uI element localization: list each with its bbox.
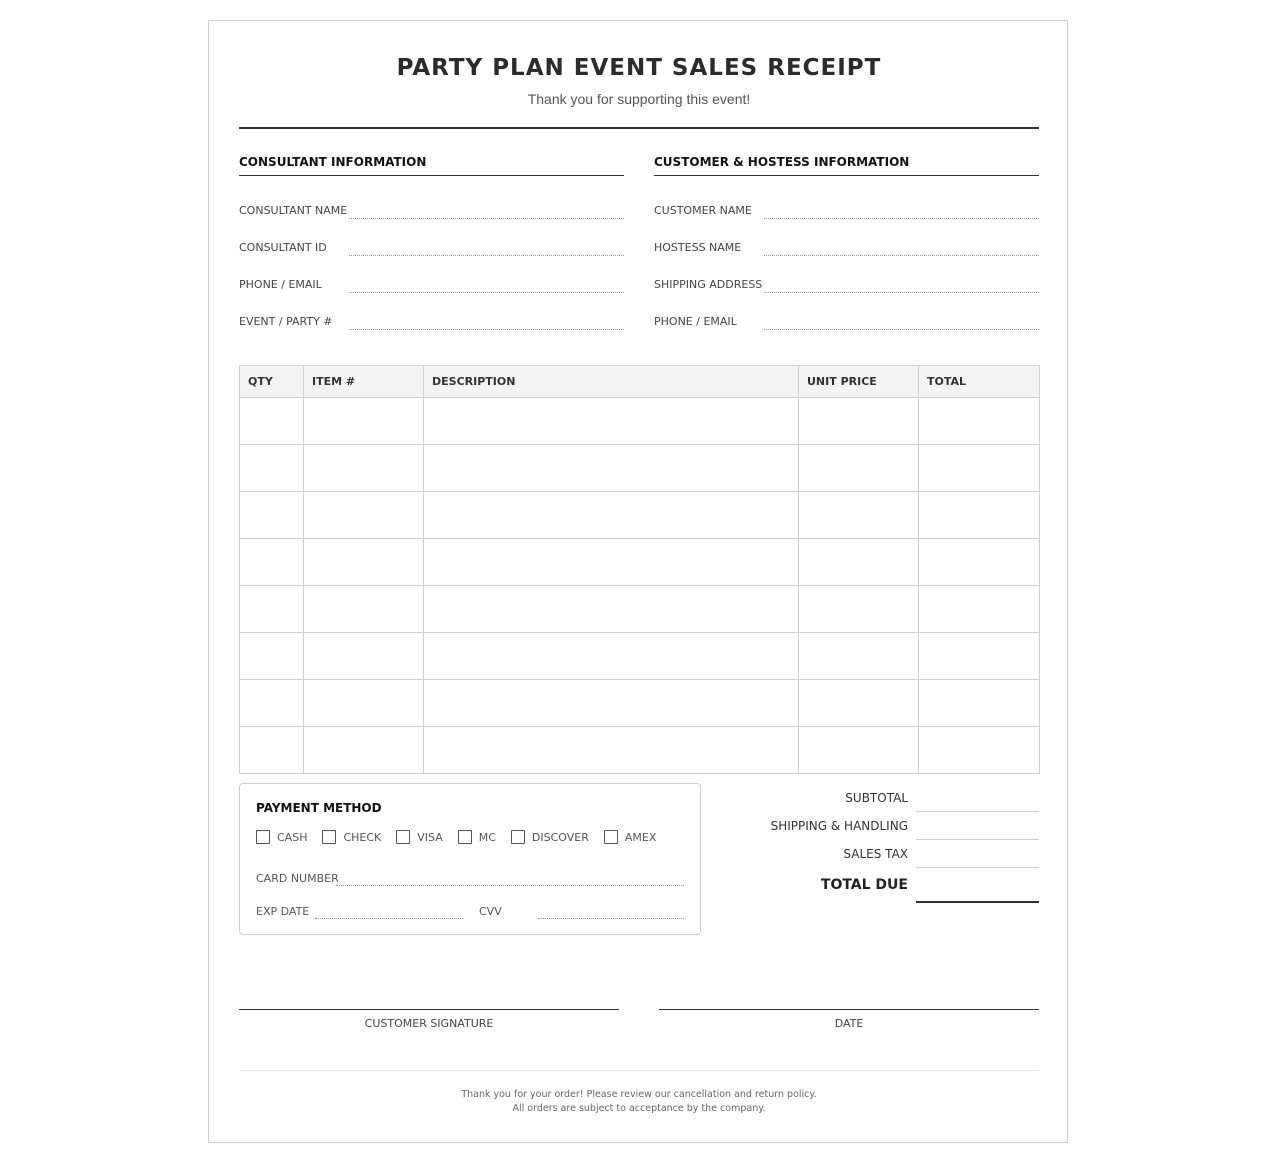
- table-cell[interactable]: [424, 633, 799, 680]
- field-input-line[interactable]: [764, 218, 1039, 219]
- table-cell[interactable]: [424, 398, 799, 445]
- date-block: [659, 1009, 1039, 1030]
- header-divider: [239, 127, 1039, 129]
- payment-option-cash[interactable]: [256, 830, 307, 844]
- total-due-row: [739, 871, 1039, 903]
- receipt-content: [239, 21, 1039, 1142]
- table-cell[interactable]: [424, 539, 799, 586]
- table-cell[interactable]: [304, 539, 424, 586]
- total-due-input-line[interactable]: [916, 901, 1039, 903]
- customer-signature-line[interactable]: [239, 1009, 619, 1010]
- payment-option-amex[interactable]: [604, 830, 657, 844]
- table-cell[interactable]: [919, 398, 1040, 445]
- table-cell[interactable]: [304, 398, 424, 445]
- payment-option-visa[interactable]: [396, 830, 442, 844]
- table-cell[interactable]: [919, 586, 1040, 633]
- page-subtitle: Thank you for supporting this event!: [527, 91, 751, 107]
- table-row: [240, 680, 1040, 727]
- table-cell[interactable]: [799, 586, 919, 633]
- consultant-id-field[interactable]: [239, 231, 624, 268]
- consultant-section-title: CONSULTANT INFORMATION: [239, 155, 624, 176]
- table-row: [240, 633, 1040, 680]
- payment-option-label: CASH: [277, 830, 308, 844]
- event-party-number-field[interactable]: [239, 305, 624, 342]
- table-cell[interactable]: [240, 633, 304, 680]
- table-cell[interactable]: [304, 633, 424, 680]
- customer-name-field[interactable]: [654, 194, 1039, 231]
- customer-section: [654, 155, 1039, 342]
- table-cell[interactable]: [304, 680, 424, 727]
- date-line[interactable]: [659, 1009, 1039, 1010]
- exp-date-input-line[interactable]: [315, 918, 463, 919]
- table-cell[interactable]: [919, 680, 1040, 727]
- column-header-item-number: ITEM #: [304, 366, 424, 398]
- table-cell[interactable]: [424, 586, 799, 633]
- subtotal-input-line[interactable]: [916, 811, 1039, 812]
- field-input-line[interactable]: [349, 292, 624, 293]
- table-cell[interactable]: [240, 445, 304, 492]
- field-label: CUSTOMER NAME: [654, 204, 752, 217]
- page-title: PARTY PLAN EVENT SALES RECEIPT: [396, 55, 882, 81]
- amex-checkbox[interactable]: [604, 830, 618, 844]
- shipping-address-field[interactable]: [654, 268, 1039, 305]
- field-label: EVENT / PARTY #: [239, 315, 333, 328]
- table-cell[interactable]: [240, 586, 304, 633]
- customer-signature-block: [239, 1009, 619, 1030]
- table-cell[interactable]: [424, 492, 799, 539]
- receipt-page: [208, 20, 1068, 1143]
- payment-option-label: AMEX: [624, 830, 657, 844]
- table-row: [240, 398, 1040, 445]
- customer-phone-email-field[interactable]: [654, 305, 1039, 342]
- table-cell[interactable]: [799, 398, 919, 445]
- exp-cvv-row: [256, 905, 684, 921]
- customer-signature-label: CUSTOMER SIGNATURE: [364, 1017, 494, 1030]
- table-cell[interactable]: [304, 445, 424, 492]
- table-cell[interactable]: [919, 539, 1040, 586]
- hostess-name-field[interactable]: [654, 231, 1039, 268]
- field-input-line[interactable]: [349, 218, 624, 219]
- shipping-input-line[interactable]: [916, 839, 1039, 840]
- table-cell[interactable]: [304, 586, 424, 633]
- table-cell[interactable]: [424, 680, 799, 727]
- cvv-input-line[interactable]: [538, 918, 684, 919]
- field-input-line[interactable]: [764, 292, 1039, 293]
- cvv-label: CVV: [479, 905, 502, 918]
- payment-options: [256, 830, 671, 844]
- field-label: PHONE / EMAIL: [239, 278, 322, 291]
- footer-line-1: Thank you for your order! Please review our cancellation and return policy.: [461, 1089, 817, 1100]
- table-cell[interactable]: [919, 445, 1040, 492]
- table-cell[interactable]: [919, 633, 1040, 680]
- field-label: CONSULTANT ID: [239, 241, 327, 254]
- table-header-row: [240, 366, 1040, 398]
- column-header-unit-price: UNIT PRICE: [799, 366, 919, 398]
- mc-checkbox[interactable]: [458, 830, 472, 844]
- card-number-label: CARD NUMBER: [256, 872, 339, 885]
- column-header-total: TOTAL: [919, 366, 1040, 398]
- sales-tax-label: SALES TAX: [843, 847, 908, 861]
- table-cell[interactable]: [799, 539, 919, 586]
- date-label: DATE: [834, 1017, 864, 1030]
- field-input-line[interactable]: [764, 255, 1039, 256]
- table-row: [240, 492, 1040, 539]
- table-cell[interactable]: [304, 727, 424, 774]
- subtotal-row: [739, 787, 1039, 815]
- table-cell[interactable]: [424, 727, 799, 774]
- consultant-name-field[interactable]: [239, 194, 624, 231]
- field-input-line[interactable]: [349, 255, 624, 256]
- total-due-label: TOTAL DUE: [820, 877, 908, 893]
- field-label: HOSTESS NAME: [654, 241, 742, 254]
- table-row: [240, 445, 1040, 492]
- field-label: PHONE / EMAIL: [654, 315, 737, 328]
- items-table: [239, 365, 1040, 774]
- field-input-line[interactable]: [764, 329, 1039, 330]
- payment-option-check[interactable]: [322, 830, 381, 844]
- payment-option-label: CHECK: [343, 830, 382, 844]
- table-cell[interactable]: [240, 492, 304, 539]
- table-cell[interactable]: [919, 492, 1040, 539]
- footer-divider: [239, 1070, 1039, 1071]
- field-label: CONSULTANT NAME: [239, 204, 348, 217]
- table-cell[interactable]: [799, 445, 919, 492]
- payment-method-box: [239, 783, 701, 935]
- payment-option-label: MC: [478, 830, 496, 844]
- column-header-qty: QTY: [240, 366, 304, 398]
- column-header-description: DESCRIPTION: [424, 366, 799, 398]
- table-cell[interactable]: [799, 680, 919, 727]
- payment-option-mc[interactable]: [458, 830, 496, 844]
- sales-tax-input-line[interactable]: [916, 867, 1039, 868]
- sales-tax-row: [739, 843, 1039, 871]
- table-cell[interactable]: [240, 539, 304, 586]
- table-row: [240, 539, 1040, 586]
- table-cell[interactable]: [424, 445, 799, 492]
- table-cell[interactable]: [240, 398, 304, 445]
- card-number-input-line[interactable]: [336, 885, 684, 886]
- discover-checkbox[interactable]: [511, 830, 525, 844]
- consultant-phone-email-field[interactable]: [239, 268, 624, 305]
- check-checkbox[interactable]: [322, 830, 336, 844]
- subtotal-label: SUBTOTAL: [845, 791, 908, 805]
- shipping-label: SHIPPING & HANDLING: [770, 819, 908, 833]
- table-row: [240, 727, 1040, 774]
- footer-line-2: All orders are subject to acceptance by the company.: [512, 1103, 766, 1114]
- table-row: [240, 586, 1040, 633]
- totals-section: [739, 787, 1039, 903]
- table-cell[interactable]: [799, 633, 919, 680]
- table-cell[interactable]: [240, 727, 304, 774]
- payment-option-label: VISA: [417, 830, 443, 844]
- field-label: SHIPPING ADDRESS: [654, 278, 763, 291]
- table-cell[interactable]: [304, 492, 424, 539]
- cash-checkbox[interactable]: [256, 830, 270, 844]
- payment-method-title: PAYMENT METHOD: [256, 801, 382, 815]
- payment-option-discover[interactable]: [511, 830, 589, 844]
- footer: [239, 1088, 1039, 1116]
- field-input-line[interactable]: [349, 329, 624, 330]
- table-cell[interactable]: [240, 680, 304, 727]
- card-number-field[interactable]: [256, 872, 684, 888]
- consultant-section: [239, 155, 624, 342]
- exp-date-label: EXP DATE: [256, 905, 310, 918]
- table-cell[interactable]: [799, 492, 919, 539]
- table-cell[interactable]: [919, 727, 1040, 774]
- table-cell[interactable]: [799, 727, 919, 774]
- payment-option-label: DISCOVER: [531, 830, 589, 844]
- shipping-row: [739, 815, 1039, 843]
- visa-checkbox[interactable]: [396, 830, 410, 844]
- customer-section-title: CUSTOMER & HOSTESS INFORMATION: [654, 155, 1039, 176]
